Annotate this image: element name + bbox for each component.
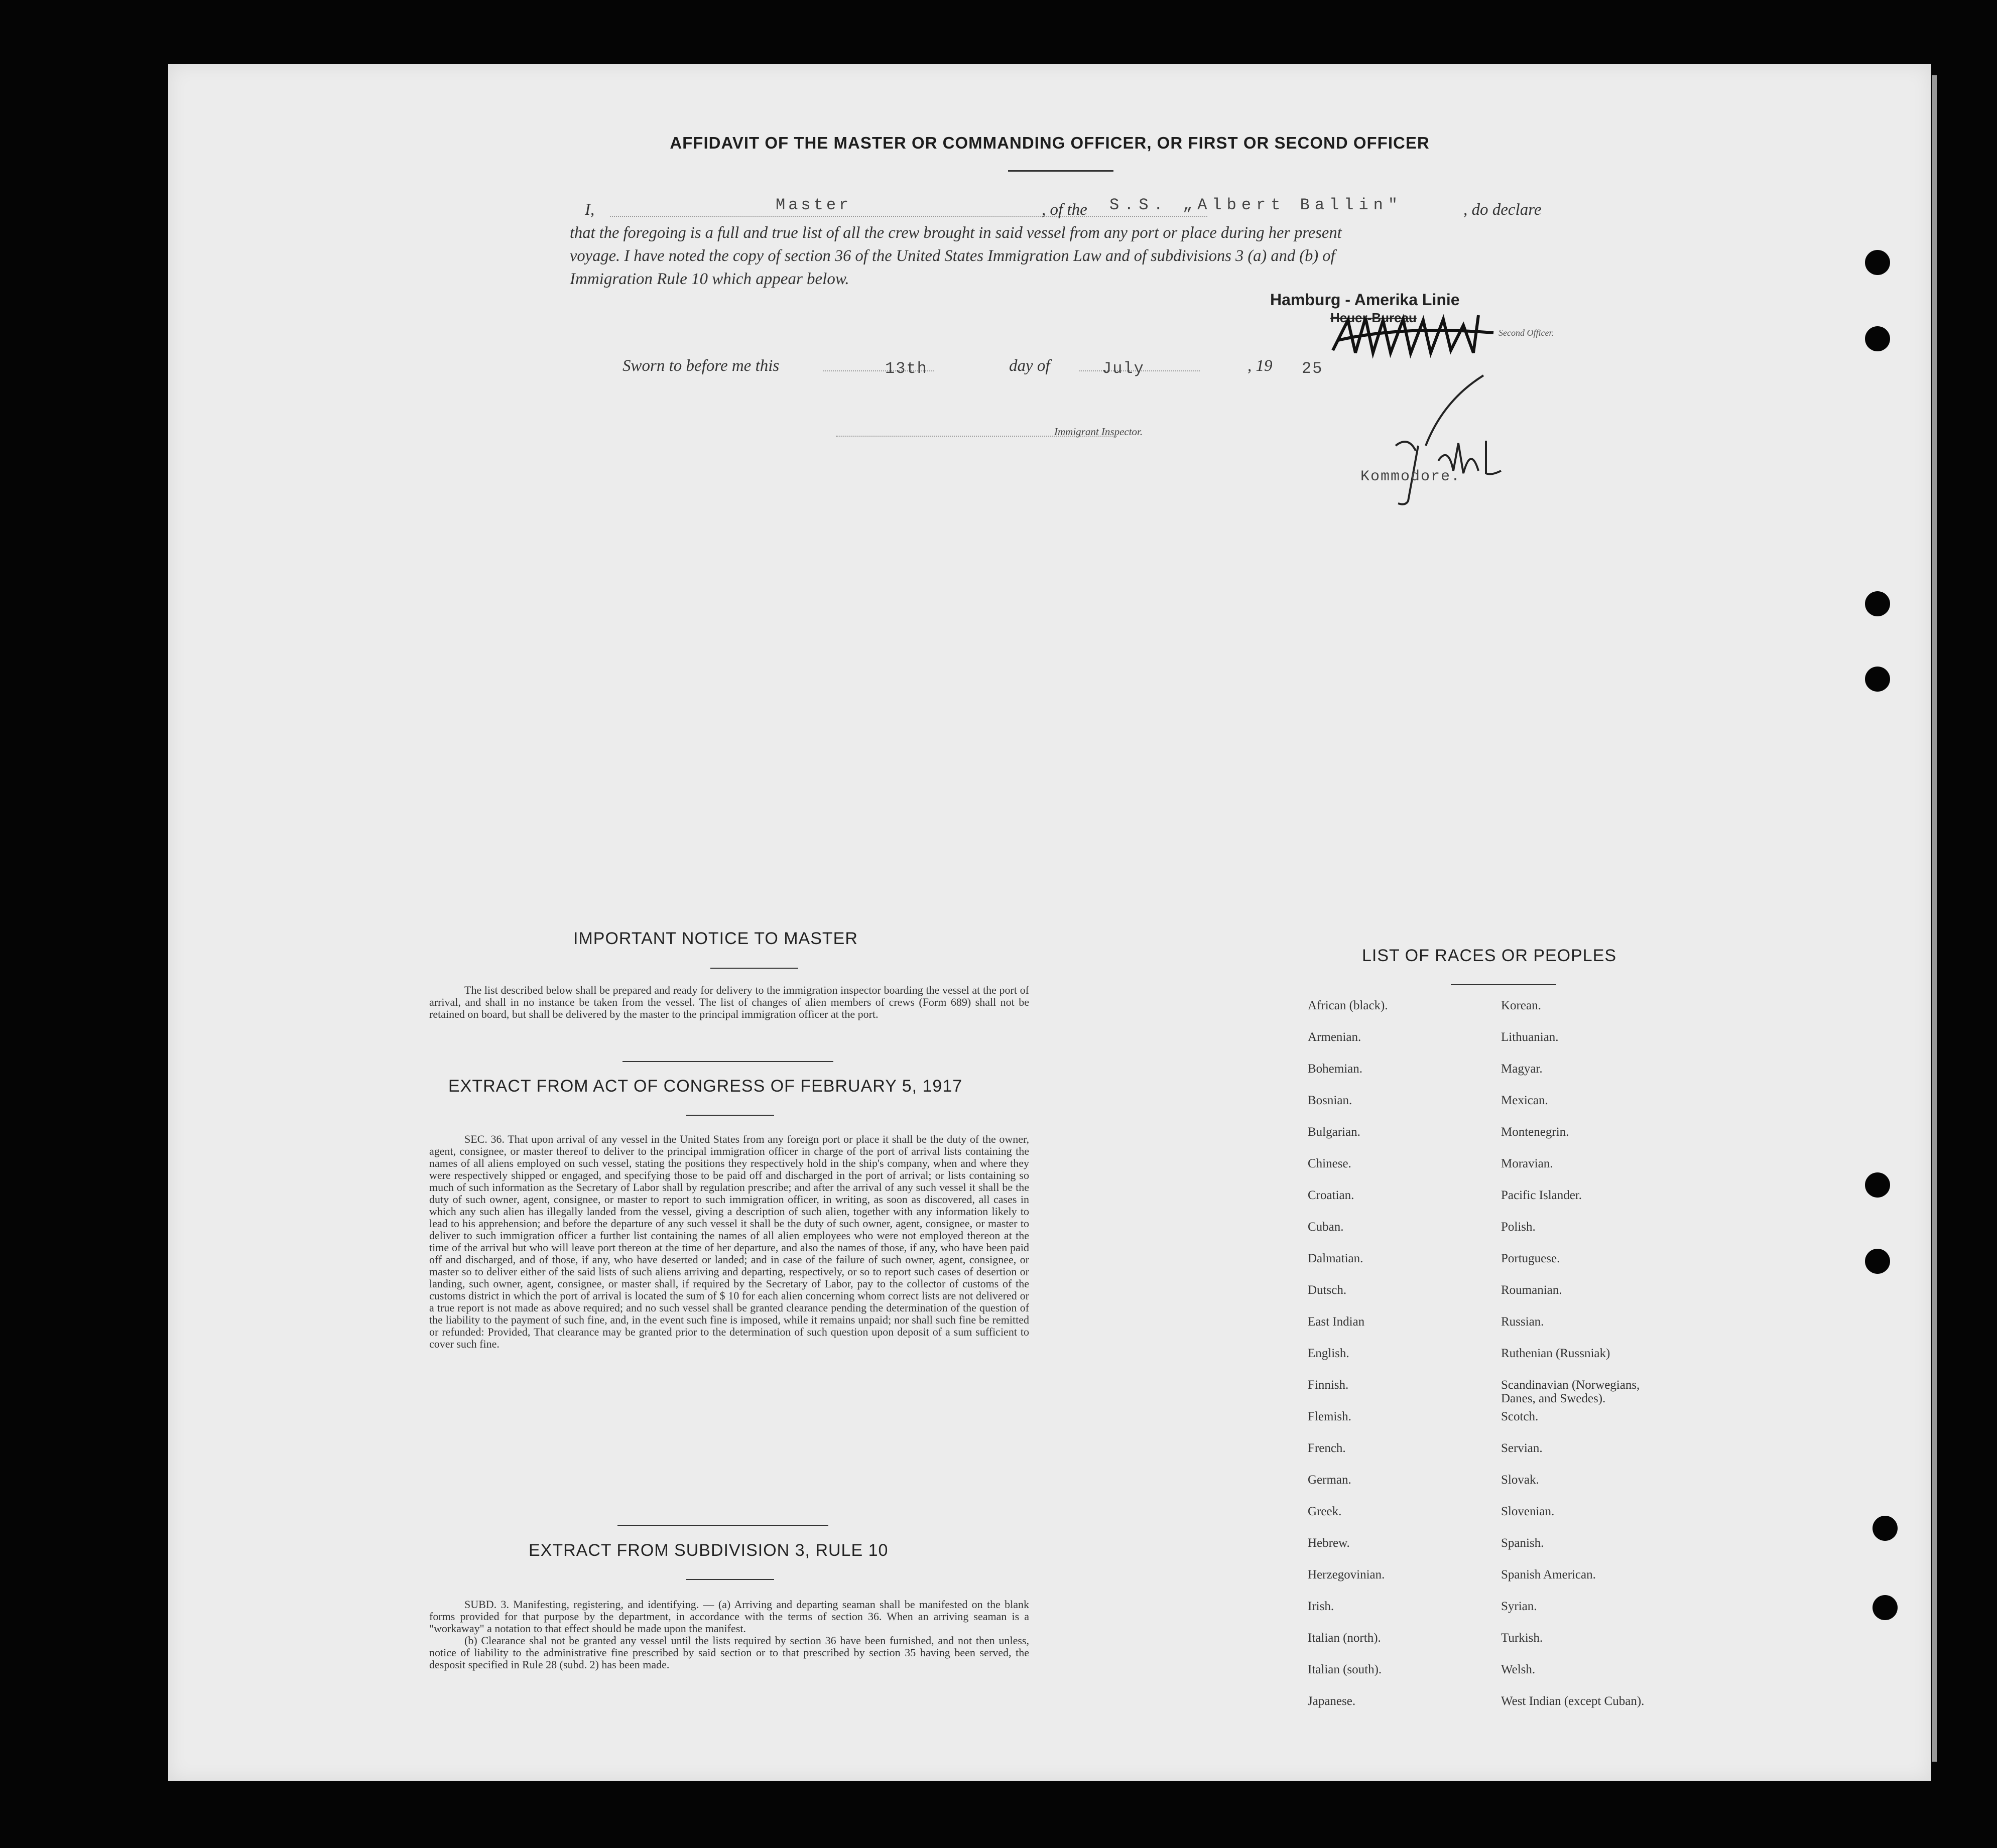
race-item: Hebrew. xyxy=(1308,1536,1350,1550)
race-item: Slovenian. xyxy=(1501,1505,1555,1518)
act-title: EXTRACT FROM ACT OF CONGRESS OF FEBRUARY 5, 1917 xyxy=(448,1077,963,1096)
race-item: Spanish American. xyxy=(1501,1568,1596,1581)
stamp-bureau: Heuer-Bureau xyxy=(1330,310,1417,325)
notice-title: IMPORTANT NOTICE TO MASTER xyxy=(573,929,858,948)
race-item: Dutsch. xyxy=(1308,1283,1347,1297)
kommodore-label: Kommodore. xyxy=(1360,468,1461,485)
of-the-label: , of the xyxy=(1042,201,1087,219)
affidavit-i: I, xyxy=(585,201,595,219)
race-item: Slovak. xyxy=(1501,1473,1539,1487)
race-item: Pacific Islander. xyxy=(1501,1189,1582,1202)
race-item: Servian. xyxy=(1501,1441,1543,1455)
races-title: LIST OF RACES OR PEOPLES xyxy=(1362,946,1617,965)
do-declare-label: , do declare xyxy=(1463,201,1542,219)
race-item: French. xyxy=(1308,1441,1346,1455)
race-item: Mexican. xyxy=(1501,1094,1548,1107)
company-stamp: Hamburg - Amerika Linie xyxy=(1270,291,1460,309)
race-item: African (black). xyxy=(1308,999,1388,1012)
page-edge xyxy=(1932,75,1937,1762)
binding-hole xyxy=(1873,1595,1898,1620)
notice-text: The list described below shall be prepared and ready for delivery to the immigration inspector boarding the vessel at the port of arrival, and shall in no instance be taken from the vessel. The list of changes of alien members of crews (Form 689) shall not be retained on board, but shall be delivered by the master to the principal immigration officer at the port. xyxy=(429,984,1029,1020)
binding-hole xyxy=(1865,591,1890,616)
sworn-year: 25 xyxy=(1302,359,1323,378)
rule-divider xyxy=(686,1579,774,1580)
race-item: Finnish. xyxy=(1308,1378,1349,1392)
race-item: English. xyxy=(1308,1347,1349,1360)
document-page xyxy=(168,64,1931,1781)
race-item: Bohemian. xyxy=(1308,1062,1363,1076)
race-item: Welsh. xyxy=(1501,1663,1536,1676)
binding-hole xyxy=(1865,326,1890,351)
race-item: Korean. xyxy=(1501,999,1541,1012)
act-text: SEC. 36. That upon arrival of any vessel in the United States from any foreign port or place it shall be the duty of the owner, agent, consignee, or master thereof to deliver to the principal immigration officer in charge of the port of arrival lists containing the names of all aliens employed on such vessel, stating the positions they respectively hold in the ship's company, when and where they were respectively shipped or engaged, and specifying those to be paid off and discharged in the port of arrival; or lists containing so much of such information as the Secretary of Labor shall by regulation prescribe; and after the arrival of any such vessel it shall be the duty of such owner, agent, consignee, or master to report to such immigration officer, in writing, as soon as discovered, all cases in which any such alien has illegally landed from the vessel, giving a description of such alien, together with any information likely to lead to his apprehension; and before the departure of any such vessel it shall be the duty of such owner, agent, consignee, or master to deliver to such immigration officer a further list containing the names of all alien employees who were not employed thereon at the time of the arrival but who will leave port thereon at the time of her departure, and also the names of those, if any, who have been paid off and discharged, and of those, if any, who have deserted or landed; and in case of the failure of such owner, agent, consignee, or master so to deliver either of the said lists of such aliens arriving and departing, respectively, or so to report such cases of desertion or landing, such owner, agent, consignee, or master shall, if required by the Secretary of Labor, pay to the collector of customs of the customs district in which the port of arrival is located the sum of $ 10 for each alien concerning whom correct lists are not delivered or a true report is not made as above required; and no such vessel shall be granted clearance pending the determination of the question of the liability to the payment of such fine, and, in the event such fine is imposed, while it remains unpaid; nor shall such fine be remitted or refunded: Provided, That clearance may be granted prior to the determination of such question upon deposit of a sum sufficient to cover such fine. xyxy=(429,1133,1029,1350)
kommodore-signature xyxy=(1378,370,1529,531)
binding-hole xyxy=(1865,667,1890,692)
race-item: West Indian (except Cuban). xyxy=(1501,1694,1645,1708)
race-item: Spanish. xyxy=(1501,1536,1544,1550)
race-item: Herzegovinian. xyxy=(1308,1568,1385,1581)
binding-hole xyxy=(1865,250,1890,275)
race-item: Irish. xyxy=(1308,1600,1334,1613)
officer-caption: Second Officer. xyxy=(1499,328,1554,338)
race-item: Scandinavian (Norwegians, Danes, and Swedes). xyxy=(1501,1378,1640,1405)
rule-title: EXTRACT FROM SUBDIVISION 3, RULE 10 xyxy=(529,1541,889,1560)
master-value: Master xyxy=(776,196,852,214)
race-item: Moravian. xyxy=(1501,1157,1553,1170)
act-bottom-divider xyxy=(617,1525,828,1526)
race-item: Polish. xyxy=(1501,1220,1536,1234)
race-item: Bosnian. xyxy=(1308,1094,1352,1107)
race-item: Syrian. xyxy=(1501,1600,1537,1613)
race-item: Bulgarian. xyxy=(1308,1125,1360,1139)
affidavit-line3: voyage. I have noted the copy of section 36 of the United States Immigration Law and of subdivisions 3 (a) and (b) of xyxy=(570,247,1335,265)
sworn-month: July xyxy=(1102,359,1145,378)
race-item: Flemish. xyxy=(1308,1410,1351,1423)
races-divider xyxy=(1451,984,1556,985)
race-item: Italian (south). xyxy=(1308,1663,1382,1676)
affidavit-title: AFFIDAVIT OF THE MASTER OR COMMANDING OFFICER, OR FIRST OR SECOND OFFICER xyxy=(670,134,1430,152)
race-item: Italian (north). xyxy=(1308,1631,1381,1645)
officer-signature xyxy=(1328,305,1519,365)
binding-hole xyxy=(1873,1516,1898,1541)
binding-hole xyxy=(1865,1249,1890,1274)
race-item: Japanese. xyxy=(1308,1694,1356,1708)
binding-hole xyxy=(1865,1172,1890,1198)
race-item: Armenian. xyxy=(1308,1030,1361,1044)
race-item: German. xyxy=(1308,1473,1351,1487)
day-of-label: day of xyxy=(1009,357,1050,375)
title-divider xyxy=(1008,170,1113,172)
race-item: Russian. xyxy=(1501,1315,1544,1329)
vessel-name: S.S. „Albert Ballin" xyxy=(1109,196,1403,214)
race-item: Magyar. xyxy=(1501,1062,1543,1076)
affidavit-line4: Immigration Rule 10 which appear below. xyxy=(570,270,849,288)
year-prefix: , 19 xyxy=(1247,357,1273,375)
race-item: Roumanian. xyxy=(1501,1283,1562,1297)
race-item: Dalmatian. xyxy=(1308,1252,1363,1265)
inspector-caption: Immigrant Inspector. xyxy=(1054,426,1143,438)
master-line xyxy=(610,216,1207,217)
notice-divider xyxy=(710,968,798,969)
race-item: Greek. xyxy=(1308,1505,1342,1518)
act-divider xyxy=(686,1115,774,1116)
race-item: Scotch. xyxy=(1501,1410,1539,1423)
race-item: Montenegrin. xyxy=(1501,1125,1569,1139)
sworn-day: 13th xyxy=(885,359,928,378)
race-item: East Indian xyxy=(1308,1315,1365,1329)
race-item: Lithuanian. xyxy=(1501,1030,1559,1044)
affidavit-line2: that the foregoing is a full and true list of all the crew brought in said vessel from any port or place during her present xyxy=(570,224,1342,242)
race-item: Cuban. xyxy=(1308,1220,1344,1234)
race-item: Turkish. xyxy=(1501,1631,1543,1645)
race-item: Chinese. xyxy=(1308,1157,1351,1170)
race-item: Croatian. xyxy=(1308,1189,1354,1202)
race-item: Ruthenian (Russniak) xyxy=(1501,1347,1610,1360)
notice-bottom-divider xyxy=(622,1061,833,1062)
sworn-prefix: Sworn to before me this xyxy=(622,357,780,375)
rule-text: SUBD. 3. Manifesting, registering, and identifying. — (a) Arriving and departing seaman shall be manifested on the blank forms provided for that purpose by the department, in accordance with the terms of section 36. When an arriving seaman is a "workaway" a notation to that effect should be made upon the manifest. (b) Clearance shal not be granted any vessel until the lists required by section 36 have been furnished, and not then unless, notice of liability to the administrative fine prescribed by said section or to that prescribed by section 35 having been served, the desposit specified in Rule 28 (subd. 2) has been made. xyxy=(429,1598,1029,1671)
race-item: Portuguese. xyxy=(1501,1252,1560,1265)
